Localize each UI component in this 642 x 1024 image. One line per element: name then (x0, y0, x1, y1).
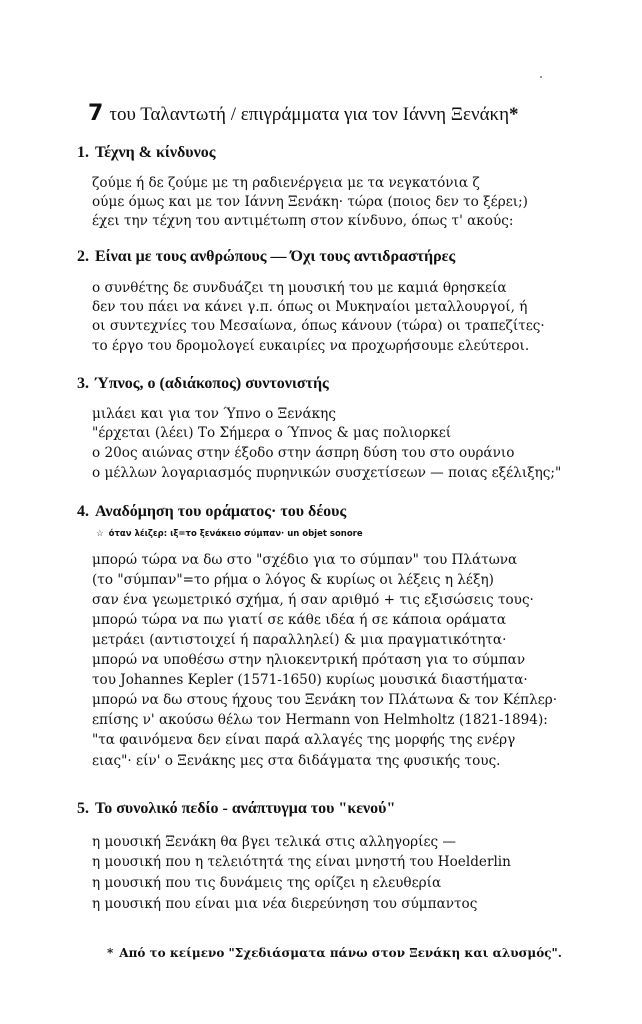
poem-line: σαν ένα γεωμετρικό σχήμα, ή σαν αριθμό + τις εξισώσεις τους· (92, 592, 534, 608)
poem-line: μπορώ τώρα να δω στο "σχέδιο για το σύμπαν" του Πλάτωνα (92, 552, 518, 568)
poem-line: η μουσική Ξενάκη θα βγει τελικά στις αλληγορίες — (92, 834, 457, 850)
section-number: 4. (77, 503, 89, 520)
section-heading-text: Τέχνη & κίνδυνος (95, 144, 216, 161)
poem-line: μπορώ να υποθέσω στην ηλιοκεντρική πρόταση για το σύμπαν (92, 652, 526, 668)
poem-line: "τα φαινόμενα δεν είναι παρά αλλαγές της μορφής της ενέργ (92, 732, 516, 748)
section-heading-4 (77, 503, 346, 521)
section-note (96, 529, 363, 539)
section-heading-3 (77, 375, 329, 393)
poem-line: ζούμε ή δε ζούμε με τη ραδιενέργεια με τα νεγκατόνια ζ (92, 175, 480, 191)
title-marker: * (509, 104, 519, 125)
poem-line: μπορώ να δω στους ήχους του Ξενάκη τον Πλάτωνα & τον Κέπλερ· (92, 692, 558, 708)
footnote-text: Από το κείμενο "Σχεδιάσματα πάνω στον Ξενάκη και αλυσμός". (119, 946, 562, 960)
poem-line: μετράει (αντιστοιχεί ή παραλληλεί) & μια πραγματικότητα· (92, 632, 507, 648)
section-heading-1 (77, 144, 216, 162)
poem-line: ούμε όμως και με τον Ιάννη Ξενάκη· τώρα (ποιος δεν το ξέρει;) (92, 194, 528, 210)
poem-line: ο μέλλων λογαριασμός πυρηνικών συσχετίσεων — ποιας εξέλιξης;" (92, 465, 562, 481)
star-outline-icon: ☆ (96, 529, 104, 539)
poem-line: μπορώ τώρα να πω γιατί σε κάθε ιδέα ή σε κάποια οράματα (92, 612, 507, 628)
speck-mark (540, 76, 542, 78)
poem-line: η μουσική που τις δυνάμεις της ορίζει η ελευθερία (92, 875, 442, 891)
poem-line: η μουσική που είναι μια νέα διερεύνηση του σύμπαντος (92, 896, 478, 912)
section-number: 2. (77, 248, 89, 265)
poem-line: το έργο του δρομολογεί ευκαιρίες να προχωρήσουμε ελεύτεροι. (92, 338, 530, 354)
poem-line: η μουσική που η τελειότητά της είναι μνηστή του Hoelderlin (92, 854, 511, 870)
page-title (88, 101, 608, 126)
footnote (107, 946, 562, 960)
section-note-text: όταν λέιζερ: ιξ=το ξενάκειο σύμπαν· un objet sonore (108, 529, 363, 539)
poem-line: έχει την τέχνη του αντιμέτωπη στον κίνδυνο, όπως τ' ακούς: (92, 213, 514, 229)
poem-line: (το "σύμπαν"=το ρήμα ο λόγος & κυρίως οι λέξεις η λέξη) (92, 572, 494, 588)
poem-line: επίσης ν' ακούσω θέλω τον Hermann von Helmholtz (1821-1894): (92, 712, 548, 728)
poem-line: "έρχεται (λέει) Το Σήμερα ο Ύπνος & μας πολιορκεί (92, 425, 452, 441)
section-heading-5 (77, 800, 395, 818)
section-heading-text: Ύπνος, ο (αδιάκοπος) συντονιστής (95, 375, 329, 392)
poem-line: ο 20ος αιώνας στην έξοδο στην άσπρη δύση του στο ουράνιο (92, 445, 515, 461)
section-heading-text: Είναι με τους ανθρώπους — Όχι τους αντιδραστήρες (95, 248, 456, 265)
poem-line: δεν του πάει να κάνει γ.π. όπως οι Μυκηναίοι μεταλλουργοί, ή (92, 299, 528, 315)
section-heading-text: Το συνολικό πεδίο - ανάπτυγμα του "κενού" (95, 800, 396, 817)
poem-line: ειας"· είν' ο Ξενάκης μες στα διδάγματα της φυσικής τους. (92, 753, 501, 769)
section-number: 1. (77, 144, 89, 161)
poem-line: μιλάει και για τον Ύπνο ο Ξενάκης (92, 406, 336, 422)
title-number: 7 (88, 101, 104, 126)
section-number: 3. (77, 375, 89, 392)
poem-line: οι συντεχνίες του Μεσαίωνα, όπως κάνουν (τώρα) οι τραπεζίτες· (92, 318, 545, 334)
section-heading-text: Αναδόμηση του οράματος· του δέους (95, 503, 347, 520)
footnote-marker: * (107, 946, 114, 960)
section-heading-2 (77, 248, 455, 266)
poem-line: ο συνθέτης δε συνδυάζει τη μουσική του με καμιά θρησκεία (92, 280, 507, 296)
section-number: 5. (77, 800, 89, 817)
poem-line: του Johannes Kepler (1571-1650) κυρίως μουσικά διαστήματα· (92, 672, 528, 688)
title-text: του Ταλαντωτή / επιγράμματα για τον Ιάννη Ξενάκη (109, 104, 510, 125)
